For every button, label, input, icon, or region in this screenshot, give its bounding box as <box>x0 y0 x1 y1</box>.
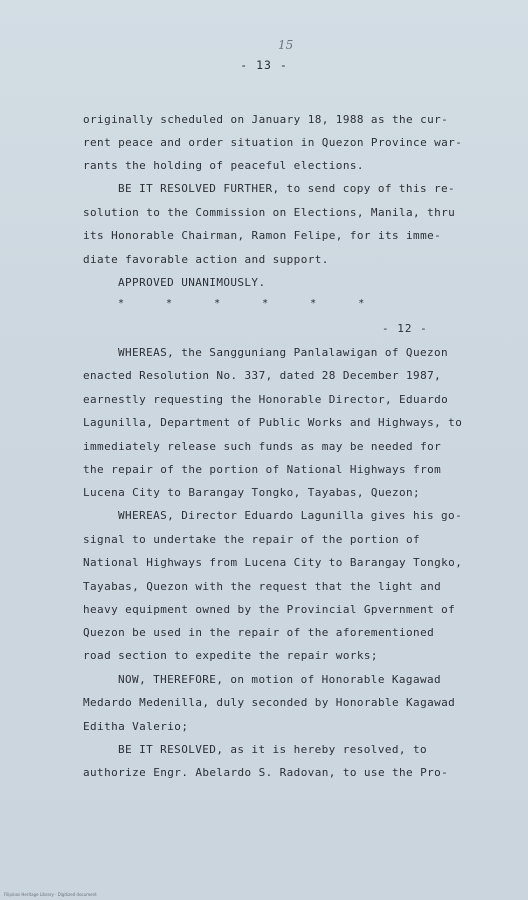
text-line: authorize Engr. Abelardo S. Radovan, to use the Pro- <box>83 766 449 779</box>
page-number: - 13 - <box>240 58 288 72</box>
separator-stars: * * * * * * <box>118 298 383 309</box>
text-line: Lagunilla, Department of Public Works and Highways, to <box>83 416 463 429</box>
text-line: Quezon be used in the repair of the aforementioned <box>83 626 435 639</box>
text-line: APPROVED UNANIMOUSLY. <box>118 276 266 289</box>
text-line: Tayabas, Quezon with the request that the light and <box>83 580 442 593</box>
handwritten-page-number: 15 <box>278 38 294 52</box>
text-line: Lucena City to Barangay Tongko, Tayabas, Quezon; <box>83 486 421 499</box>
text-line: rants the holding of peaceful elections. <box>83 159 364 172</box>
text-line: diate favorable action and support. <box>83 253 329 266</box>
section-number: - 12 - <box>382 322 428 335</box>
text-line: National Highways from Lucena City to Barangay Tongko, <box>83 556 463 569</box>
text-line: earnestly requesting the Honorable Director, Eduardo <box>83 393 449 406</box>
text-line: road section to expedite the repair works; <box>83 649 378 662</box>
text-line: NOW, THEREFORE, on motion of Honorable Kagawad <box>118 673 442 686</box>
text-line: the repair of the portion of National Highways from <box>83 463 442 476</box>
text-line: WHEREAS, Director Eduardo Lagunilla gives his go- <box>118 509 463 522</box>
text-line: its Honorable Chairman, Ramon Felipe, for its imme- <box>83 229 442 242</box>
text-line: signal to undertake the repair of the portion of <box>83 533 421 546</box>
text-line: BE IT RESOLVED, as it is hereby resolved, to <box>118 743 427 756</box>
text-line: WHEREAS, the Sangguniang Panlalawigan of Quezon <box>118 346 449 359</box>
text-line: Medardo Medenilla, duly seconded by Honorable Kagawad <box>83 696 456 709</box>
footer-note: Filipinas Heritage Library · Digitized document <box>4 892 97 897</box>
text-line: originally scheduled on January 18, 1988 as the cur- <box>83 113 449 126</box>
text-line: Editha Valerio; <box>83 720 189 733</box>
text-line: immediately release such funds as may be needed for <box>83 440 442 453</box>
text-line: enacted Resolution No. 337, dated 28 December 1987, <box>83 369 442 382</box>
text-line: heavy equipment owned by the Provincial Gpvernment of <box>83 603 456 616</box>
text-line: rent peace and order situation in Quezon Province war- <box>83 136 463 149</box>
text-line: BE IT RESOLVED FURTHER, to send copy of this re- <box>118 182 456 195</box>
text-line: solution to the Commission on Elections, Manila, thru <box>83 206 456 219</box>
